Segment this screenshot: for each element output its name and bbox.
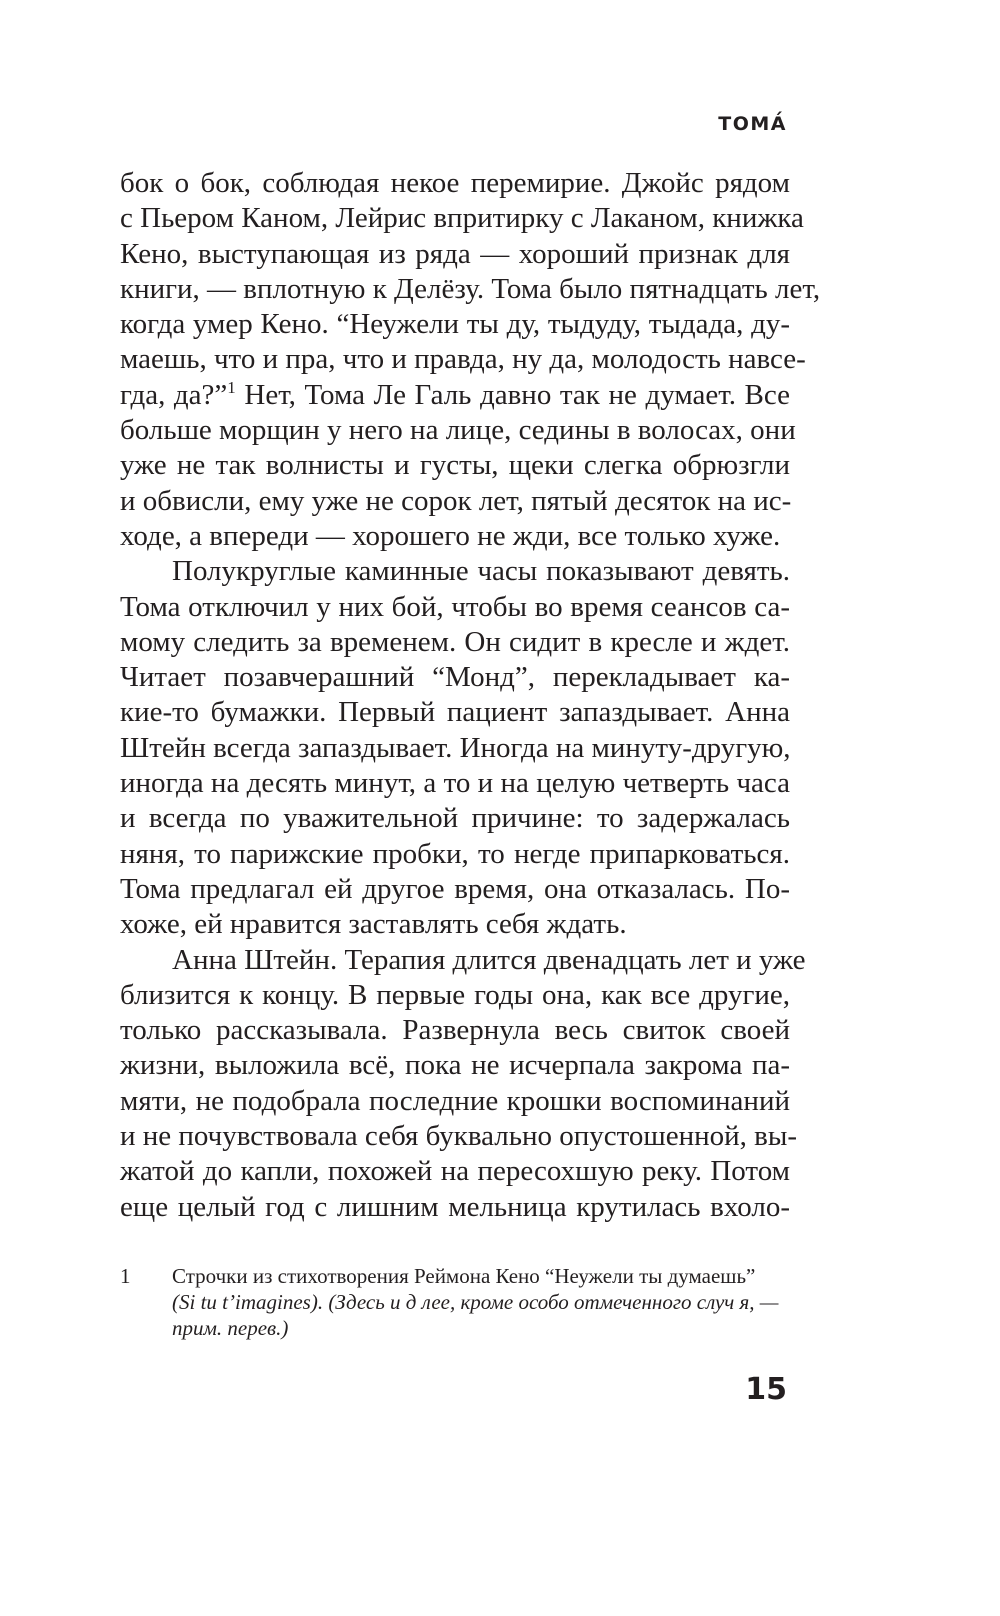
- text-line: и обвисли, ему уже не сорок лет, пятый десяток на ис-: [120, 484, 792, 517]
- text-line: Тома отключил у них бой, чтобы во время сеансов са-: [120, 590, 790, 623]
- text-line: мому следить за временем. Он сидит в кресле и ждет.: [120, 625, 790, 658]
- page-number: 15: [745, 1372, 787, 1407]
- text-line: жизни, выложила всё, пока не исчерпала закрома па-: [120, 1049, 790, 1082]
- text-line: [120, 378, 790, 413]
- text-line: когда умер Кено. “Неужели ты ду, тыдуду, тыдада, ду-: [120, 308, 790, 341]
- footnote-number: 1: [120, 1264, 131, 1288]
- text-line: близится к концу. В первые годы она, как все другие,: [120, 978, 790, 1011]
- text-line: кие-то бумажки. Первый пациент запаздывает. Анна: [120, 696, 790, 729]
- footnote-italic: прим. перев.): [172, 1316, 289, 1340]
- text-line: иногда на десять минут, а то и на целую четверть часа: [120, 767, 790, 800]
- text-line: Кено, выступающая из ряда — хороший признак для: [120, 237, 790, 270]
- footnote-italic: . (Здесь и д лее, кроме особо отмеченного случ я, —: [317, 1290, 779, 1314]
- text-line: и не почувствовала себя буквально опустошенной, вы-: [120, 1120, 797, 1153]
- text-line: ходе, а впереди — хорошего не жди, все только хуже.: [120, 519, 781, 552]
- text-line: Читает позавчерашний “Монд”, перекладывает ка-: [120, 661, 790, 694]
- footnote-italic: (Si tu t’imagines): [172, 1290, 318, 1314]
- text-line: Штейн всегда запаздывает. Иногда на минуту-другую,: [120, 731, 791, 764]
- text-line: бок о бок, соблюдая некое перемирие. Джойс рядом: [120, 167, 790, 199]
- text-line: еще целый год с лишним мельница крутилась вхоло-: [120, 1190, 790, 1223]
- footnote-line: Строчки из стихотворения Реймона Кено “Неужели ты думаешь”: [172, 1264, 756, 1288]
- text-line: уже не так волнисты и густы, щеки слегка обрюзгли: [120, 449, 790, 482]
- text-line: Анна Штейн. Терапия длится двенадцать лет и уже: [172, 943, 806, 976]
- text-line: жатой до капли, похожей на пересохшую реку. Потом: [120, 1155, 790, 1188]
- text-line: больше морщин у него на лице, седины в волосах, они: [120, 414, 796, 447]
- footnote-marker: 1: [227, 377, 236, 397]
- footnote-line: [172, 1315, 790, 1341]
- footnote-body: [172, 1263, 790, 1341]
- body-text: [120, 166, 821, 1225]
- text-fragment: гда, да?”: [120, 378, 228, 411]
- text-line: с Пьером Каном, Лейрис впритирку с Лаканом, книжка: [120, 202, 804, 235]
- text-line: книги, — вплотную к Делёзу. Тома было пятнадцать лет,: [120, 272, 821, 305]
- text-line: няня, то парижские пробки, то негде припарковаться.: [120, 837, 790, 870]
- text-line: хоже, ей нравится заставлять себя ждать.: [120, 908, 627, 941]
- footnote-line: [172, 1289, 790, 1315]
- footnote: [120, 1263, 790, 1341]
- text-line: мяти, не подобрала последние крошки воспоминаний: [120, 1084, 790, 1117]
- running-head: ТОМА́: [718, 113, 787, 135]
- text-line: Полукруглые каминные часы показывают девять.: [172, 555, 790, 588]
- text-fragment: Нет, Тома Ле Галь давно так не думает. Все: [244, 378, 790, 411]
- text-line: Тома предлагал ей другое время, она отказалась. По-: [120, 872, 790, 905]
- text-line: только рассказывала. Развернула весь свиток своей: [120, 1014, 790, 1047]
- text-line: и всегда по уважительной причине: то задержалась: [120, 802, 790, 835]
- text-line: маешь, что и пра, что и правда, ну да, молодость навсе-: [120, 343, 806, 376]
